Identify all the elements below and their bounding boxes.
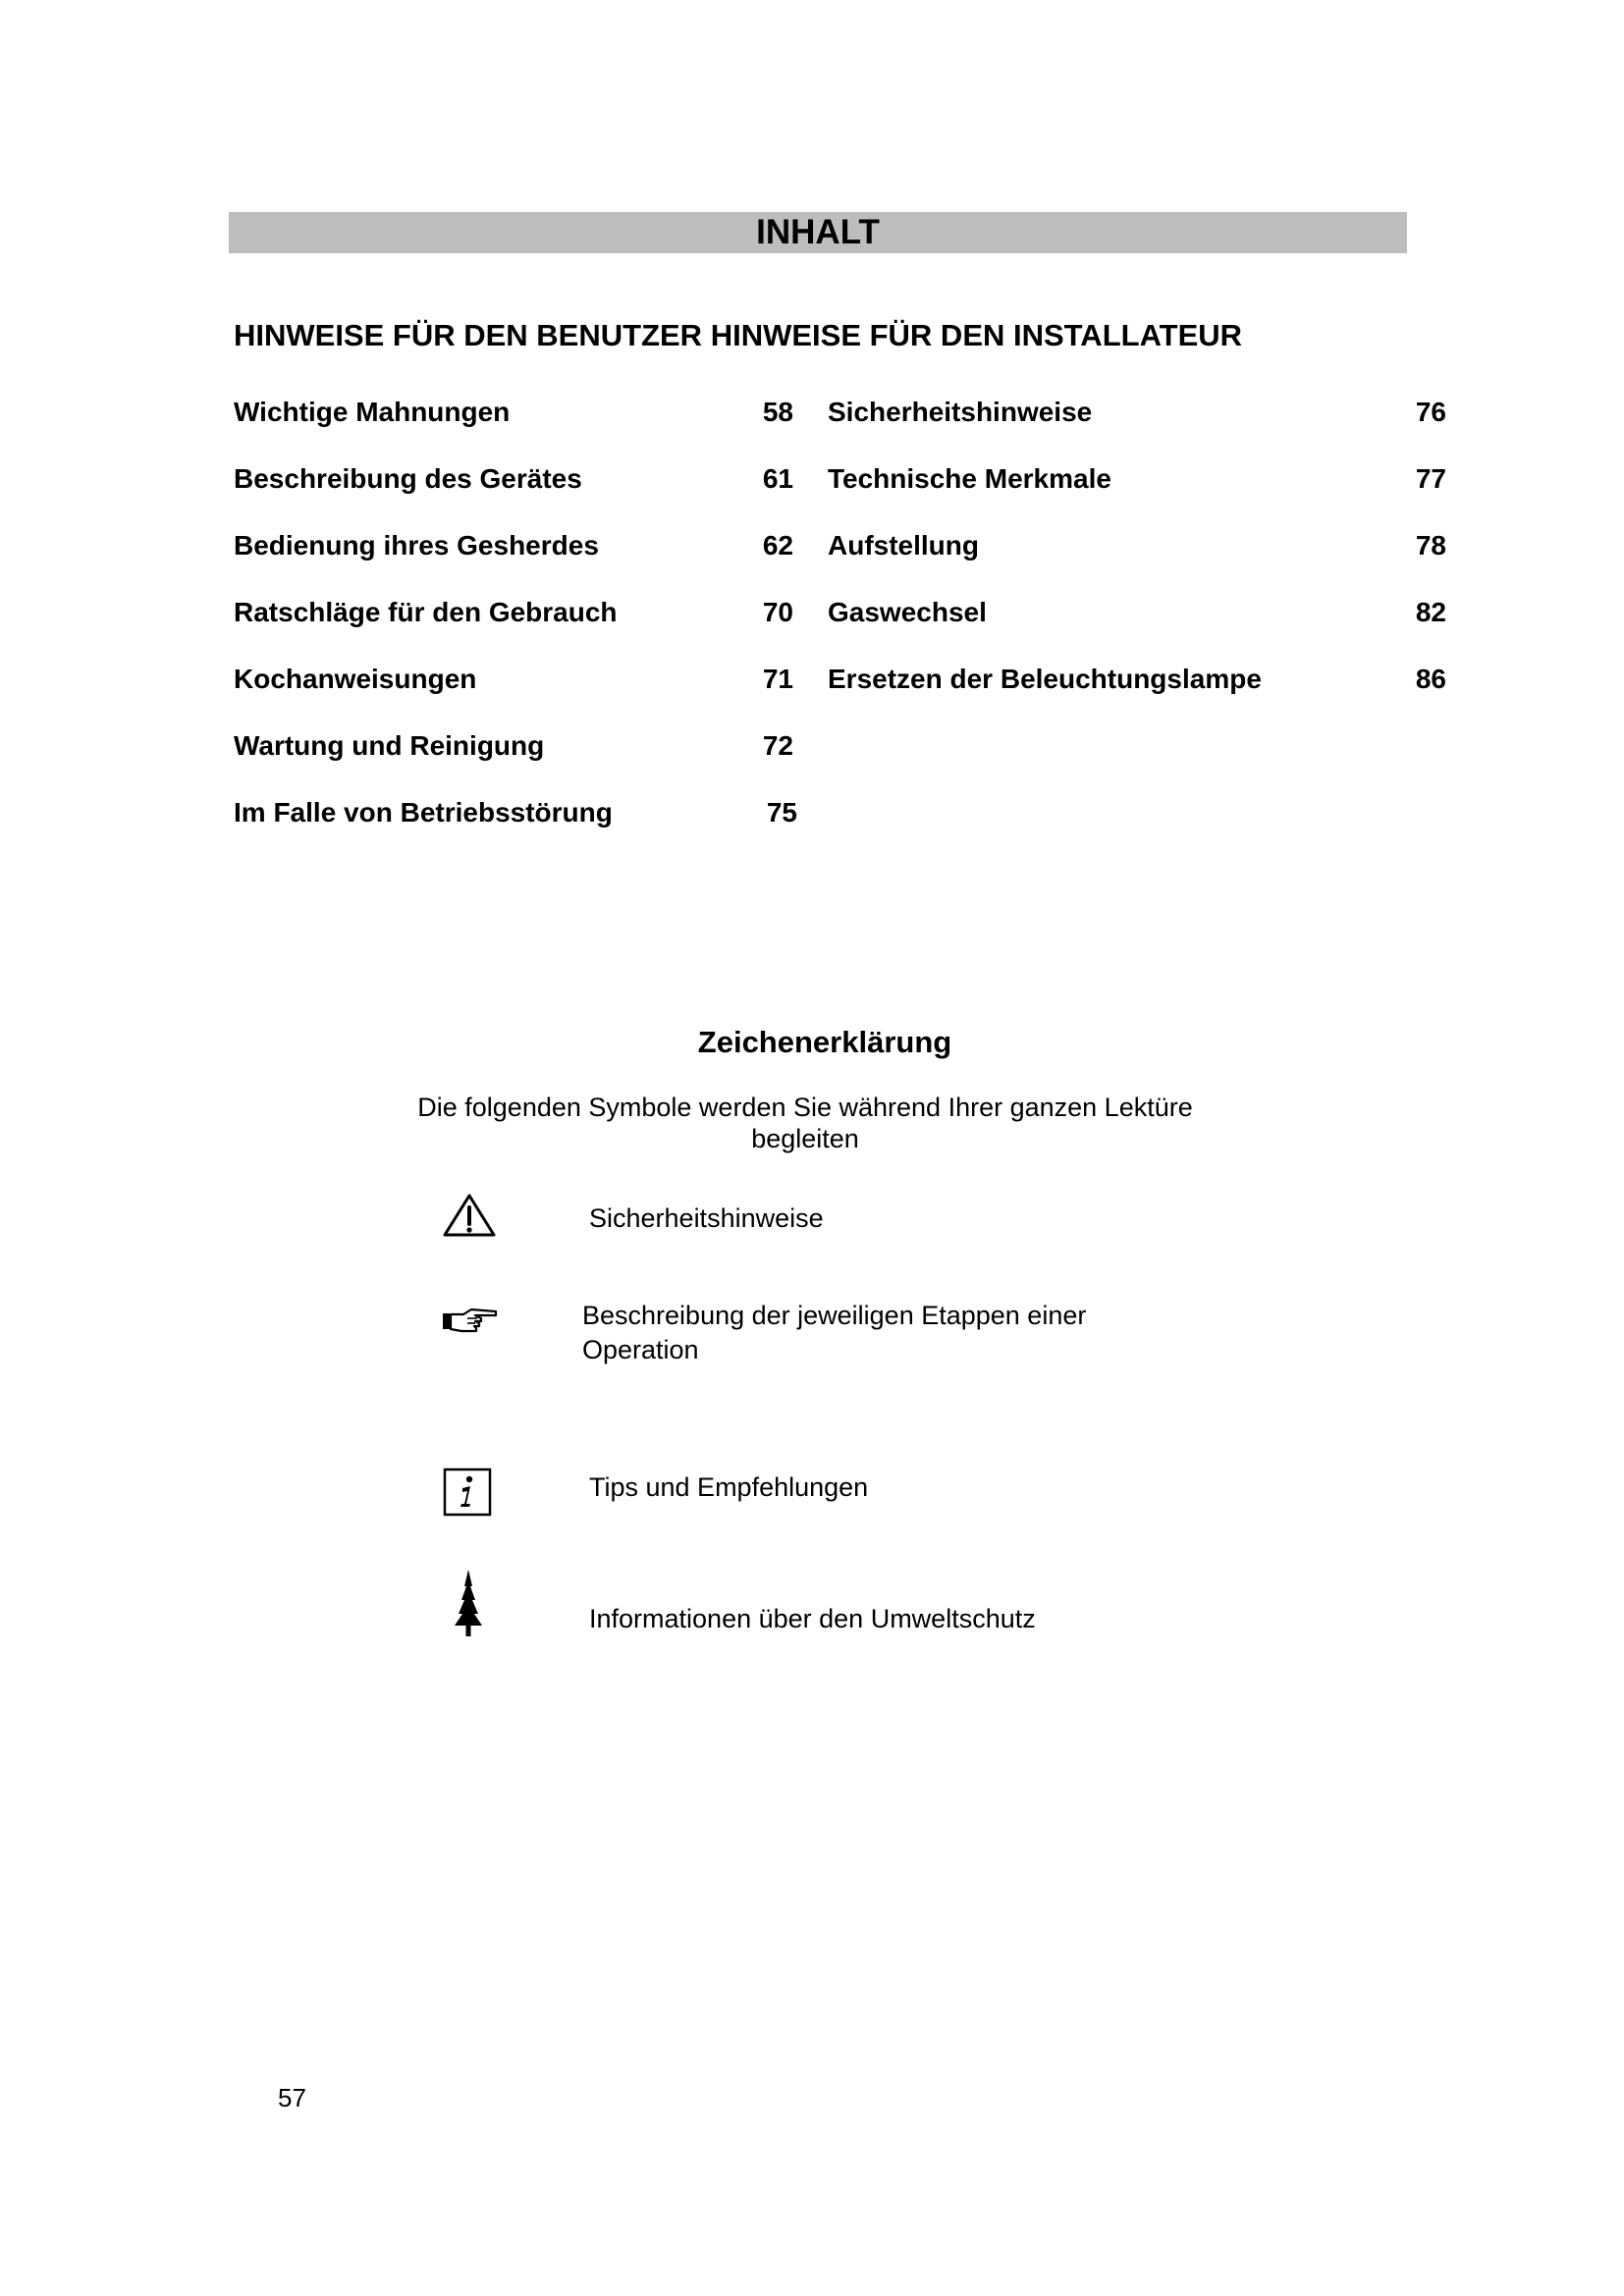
tree-icon [452,1569,485,1637]
toc-entry-label: Ratschläge für den Gebrauch [234,597,618,627]
toc-entry-page: 71 [762,664,793,694]
toc-entry[interactable] [828,660,1446,726]
toc-entry[interactable] [828,459,1446,526]
legend-item-text-line: Beschreibung der jeweiligen Etappen einer [582,1301,1087,1330]
page-title: INHALT [229,212,1407,253]
legend-item-text: Sicherheitshinweise [589,1203,824,1233]
info-icon [443,1468,492,1517]
heading-installer: HINWEISE FÜR DEN INSTALLATEUR [710,318,1243,352]
toc-user-list [234,393,797,860]
toc-entry-page: 76 [1415,397,1446,427]
toc-entry-page: 75 [766,797,797,828]
toc-entry[interactable] [234,459,793,526]
toc-entry-page: 62 [762,530,793,561]
toc-entry-page: 61 [762,463,793,494]
legend-item-text: Tips und Empfehlungen [589,1472,869,1502]
toc-entry[interactable] [828,393,1446,459]
toc-entry-page: 86 [1415,664,1446,694]
toc-entry-label: Sicherheitshinweise [828,397,1093,427]
legend-item-text [582,1299,1171,1367]
toc-entry-label: Aufstellung [828,530,979,561]
toc-entry-label: Wartung und Reinigung [234,730,545,761]
legend-item-text: Informationen über den Umweltschutz [589,1604,1036,1633]
toc-installer-list [828,393,1446,726]
warning-triangle-icon [442,1193,497,1238]
section-headings [234,316,1510,355]
legend-intro-line: begleiten [751,1124,859,1153]
toc-entry-label: Wichtige Mahnungen [234,397,511,427]
toc-entry[interactable] [828,593,1446,660]
toc-entry-page: 82 [1415,597,1446,627]
toc-entry[interactable] [828,526,1446,593]
toc-entry-label: Technische Merkmale [828,463,1111,494]
toc-entry-label: Gaswechsel [828,597,987,627]
page-number: 57 [278,2083,306,2112]
toc-entry-page: 70 [762,597,793,627]
toc-entry-page: 77 [1415,463,1446,494]
toc-entry-page: 72 [762,730,793,761]
legend-item-text-line: Operation [582,1335,699,1364]
toc-entry[interactable] [234,793,797,860]
heading-user: HINWEISE FÜR DEN BENUTZER [234,318,703,352]
legend-intro-line: Die folgenden Symbole werden Sie während Ihrer ganzen Lektüre [417,1093,1193,1122]
toc-entry[interactable] [234,526,793,593]
pointing-hand-icon [442,1306,499,1335]
toc-entry[interactable] [234,393,793,459]
legend-intro [373,1092,1237,1154]
toc-entry-label: Im Falle von Betriebsstörung [234,797,613,828]
toc-entry-label: Ersetzen der Beleuchtungslampe [828,664,1262,694]
toc-entry-page: 78 [1415,530,1446,561]
toc-entry-label: Bedienung ihres Gesherdes [234,530,599,561]
toc-entry-label: Kochanweisungen [234,664,477,694]
toc-entry-page: 58 [762,397,793,427]
legend-title: Zeichenerklärung [697,1025,952,1059]
toc-entry-label: Beschreibung des Gerätes [234,463,582,494]
toc-entry[interactable] [234,593,793,660]
toc-entry[interactable] [234,660,793,726]
toc-entry[interactable] [234,726,793,793]
